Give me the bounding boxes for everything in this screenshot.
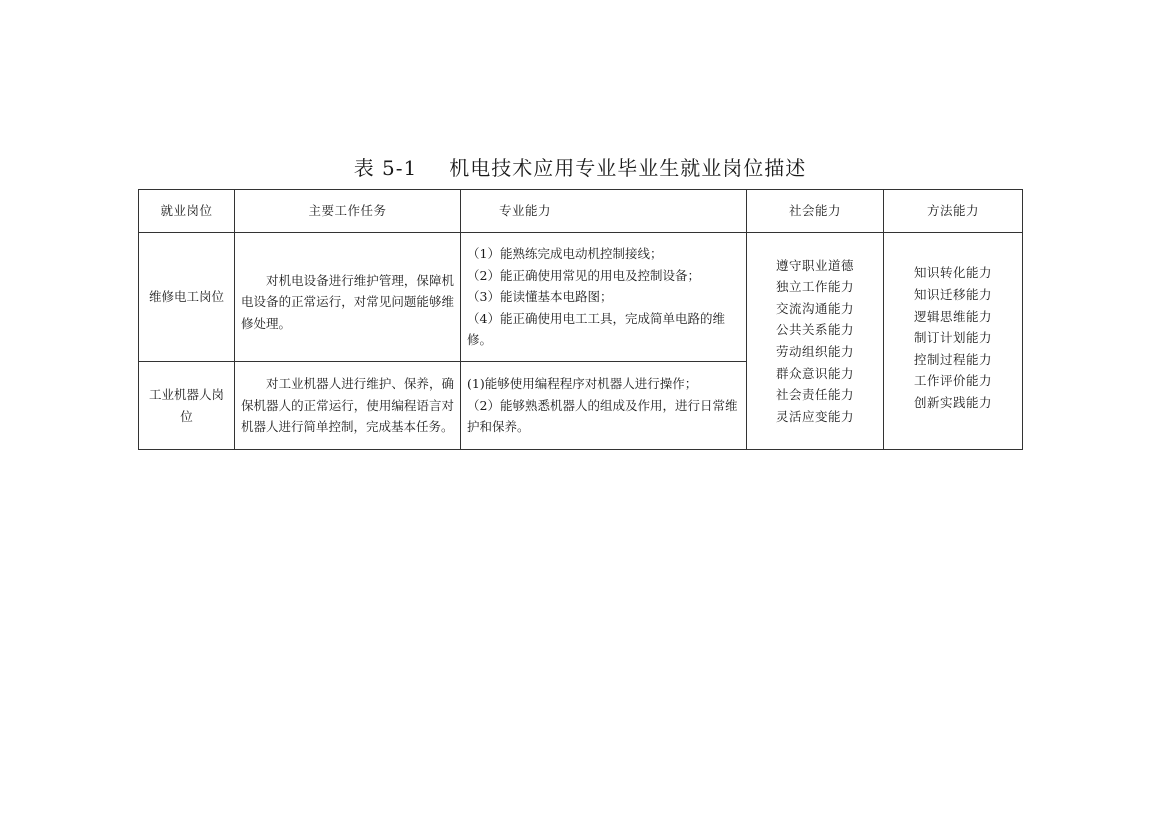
tasks-text: 对机电设备进行维护管理，保障机电设备的正常运行，对常见问题能够维修处理。 [241,272,454,331]
tasks-text: 对工业机器人进行维护、保养，确保机器人的正常运行，使用编程语言对机器人进行简单控制，完成基本任务。 [241,376,454,435]
professional-item: （3）能读懂基本电路图； [467,289,613,305]
header-tasks: 主要工作任务 [235,190,461,233]
method-ability: 逻辑思维能力 [913,308,992,324]
table-row [139,233,1023,362]
job-description-table [138,189,1023,450]
professional-item: （2）能正确使用常见的用电及控制设备； [467,267,700,283]
header-professional-label: 专业能力 [499,203,552,219]
professional-item: （1）能熟练完成电动机控制接线； [467,246,663,262]
post-cell: 维修电工岗位 [139,233,235,362]
tasks-cell [235,362,461,450]
method-ability: 控制过程能力 [913,351,992,367]
professional-cell [461,362,747,450]
social-ability: 独立工作能力 [775,279,854,295]
method-abilities-cell [884,233,1023,450]
social-ability: 公共关系能力 [775,322,854,338]
social-ability: 社会责任能力 [775,387,854,403]
method-ability: 工作评价能力 [913,373,992,389]
header-social: 社会能力 [747,190,884,233]
post-cell: 工业机器人岗位 [139,362,235,450]
header-professional [461,190,747,233]
social-ability: 灵活应变能力 [775,408,854,424]
method-ability: 知识转化能力 [913,265,992,281]
social-ability: 群众意识能力 [775,365,854,381]
professional-cell [461,233,747,362]
table-header-row [139,190,1023,233]
tasks-cell [235,233,461,362]
table-title: 机电技术应用专业毕业生就业岗位描述 [449,156,807,180]
professional-item: (1)能够使用编程程序对机器人进行操作； [467,376,698,392]
method-ability: 创新实践能力 [913,394,992,410]
table-caption [138,152,1022,181]
professional-item: （4）能正确使用电工工具，完成简单电路的维修。 [467,310,725,348]
header-post: 就业岗位 [139,190,235,233]
header-method: 方法能力 [884,190,1023,233]
social-ability: 遵守职业道德 [775,257,854,273]
method-ability: 知识迁移能力 [913,287,992,303]
table-number: 表 5-1 [353,156,418,180]
method-ability: 制订计划能力 [913,330,992,346]
social-ability: 交流沟通能力 [775,300,854,316]
social-ability: 劳动组织能力 [775,344,854,359]
social-abilities-cell [747,233,884,450]
professional-item: （2）能够熟悉机器人的组成及作用，进行日常维护和保养。 [467,397,738,435]
